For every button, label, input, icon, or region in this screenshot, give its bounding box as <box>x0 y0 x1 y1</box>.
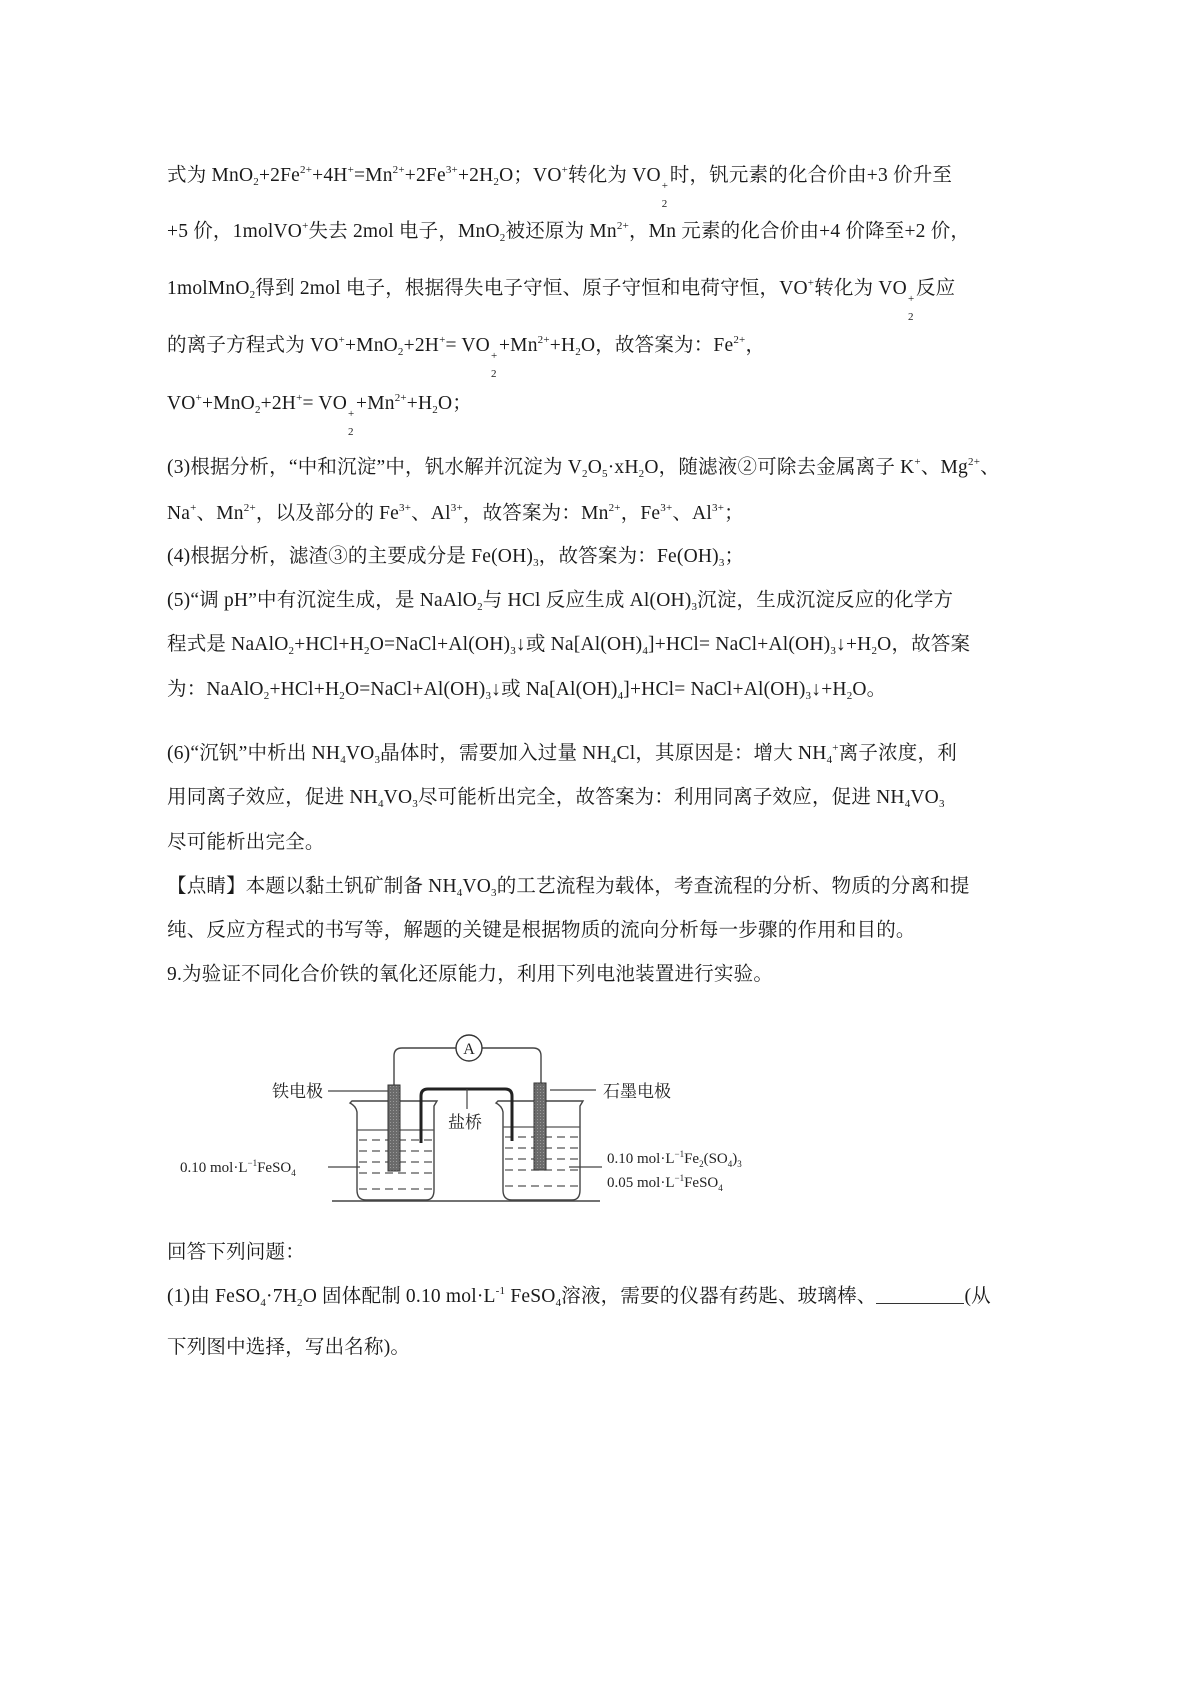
superscript: 2+ <box>968 456 981 468</box>
left-solution-label: 0.10 $mol\cdot L^{-1}FeSO_4$ <box>180 1158 296 1178</box>
ammeter-label: A <box>463 1041 475 1058</box>
superscript: + <box>348 408 355 420</box>
superscript: + <box>296 392 303 404</box>
text-run: +2Fe <box>404 165 446 186</box>
text-run: 用同离子效应，促进 NH <box>167 787 378 808</box>
subscript: 2 <box>477 601 483 613</box>
text-run: (3)根据分析，“中和沉淀”中，钒水解并沉淀为 V <box>167 457 583 478</box>
text-run: O=NaCl+Al(OH) <box>344 679 486 700</box>
superscript: 2+ <box>537 334 550 346</box>
text-run: 反应 <box>915 278 956 299</box>
subscript: 2 <box>846 690 853 702</box>
subscript: 3 <box>691 601 698 613</box>
text-run: FeSO <box>505 1286 556 1307</box>
text-run: +5 价，1molVO <box>167 221 303 242</box>
subscript: 2 <box>339 690 345 702</box>
text-run: 9.为验证不同化合价铁的氧化还原能力，利用下列电池装置进行实验。 <box>167 964 774 985</box>
subscript: 2 <box>263 690 270 702</box>
subscript: 2 <box>288 645 295 657</box>
text-run: 、Mg <box>920 457 969 478</box>
text-run: +Mn <box>356 393 395 414</box>
text-run: 沉淀，生成沉淀反应的化学方 <box>697 590 954 611</box>
subscript: 3 <box>412 798 418 810</box>
text-run: ↓+H <box>836 634 872 655</box>
text-run: 式为 MnO <box>167 165 254 186</box>
text-run: 失去 2mol 电子，MnO <box>308 221 500 242</box>
subscript: 3 <box>718 557 725 569</box>
subscript: 3 <box>485 690 492 702</box>
subscript: 2 <box>254 404 261 416</box>
subscript: 3 <box>533 557 539 569</box>
text-run: 转化为 VO <box>568 165 661 186</box>
text-run: 尽可能析出完全。 <box>167 832 325 853</box>
text-run: ， <box>745 335 766 356</box>
right-solution-label-fe2so43: 0.10 $mol\cdot L^{-1}Fe_2(SO_4)_3$ <box>607 1149 742 1169</box>
text-run: (5)“调 pH”中有沉淀生成，是 NaAlO <box>167 590 478 611</box>
text-run: Cl，其原因是：增大 NH <box>616 743 827 764</box>
text-run: +H <box>549 335 576 356</box>
superscript: 3+ <box>450 502 463 514</box>
text-run: =Mn <box>353 165 393 186</box>
superscript: 3+ <box>660 502 673 514</box>
superscript: + <box>195 392 202 404</box>
right-solution-label-feso4: 0.05 $mol\cdot L^{-1}FeSO_4$ <box>607 1173 723 1193</box>
subscript: 2 <box>432 404 438 416</box>
subscript: 3 <box>830 645 837 657</box>
subscript: 2 <box>296 1297 303 1309</box>
text-run: ]+HCl= NaCl+Al(OH) <box>648 634 831 655</box>
text-run: ，故答案为：Mn <box>462 503 609 524</box>
subscript: 4 <box>555 1297 562 1309</box>
superscript: + <box>661 180 669 192</box>
text-run: O <box>587 457 603 478</box>
text-run: +4H <box>312 165 348 186</box>
text-run: VO <box>167 393 196 414</box>
superscript: + <box>807 277 815 289</box>
text-run: +Mn <box>498 335 538 356</box>
text-run: ·7H <box>266 1286 297 1307</box>
text-run: ，以及部分的 Fe <box>255 503 400 524</box>
text-run: 与 HCl 反应生成 Al(OH) <box>482 590 692 611</box>
text-run: +HCl+H <box>269 679 340 700</box>
text-run: VO <box>345 743 375 764</box>
text-run: ，故答案为：Fe(OH) <box>538 546 719 567</box>
subscript: 2 <box>397 346 404 358</box>
subscript: 2 <box>575 346 581 358</box>
text-run: 1molMnO <box>167 278 250 299</box>
text-run: +H <box>406 393 433 414</box>
text-run: ]+HCl= NaCl+Al(OH) <box>623 679 806 700</box>
text-run: (1)由 FeSO <box>167 1286 261 1307</box>
text-run: 转化为 VO <box>814 278 907 299</box>
graphite-electrode-label: 石墨电极 <box>603 1082 671 1101</box>
superscript: -1 <box>495 1285 506 1297</box>
text-run: 离子浓度，利 <box>838 743 957 764</box>
text-run: 为：NaAlO <box>167 679 264 700</box>
text-run: 程式是 NaAlO <box>167 634 289 655</box>
superscript: 2+ <box>608 502 621 514</box>
superscript: 2+ <box>616 220 629 232</box>
text-run: 的离子方程式为 VO <box>167 335 339 356</box>
text-run: 、Mn <box>196 503 244 524</box>
superscript: + <box>490 350 498 362</box>
superscript: + <box>914 456 921 468</box>
subscript: 5 <box>602 468 608 480</box>
subscript: 3 <box>805 690 812 702</box>
text-run: 时，钒元素的化合价由+3 价升至 <box>669 165 953 186</box>
subscript: 2 <box>253 176 259 188</box>
text-run: +2H <box>260 393 297 414</box>
text-run: O，随滤液②可除去金属离子 K <box>644 457 915 478</box>
text-run: ↓或 Na[Al(OH) <box>491 679 618 700</box>
graphite-electrode <box>534 1083 546 1170</box>
salt-bridge-label: 盐桥 <box>448 1113 482 1132</box>
subscript: 4 <box>260 1297 267 1309</box>
text-run: 【点睛】本题以黏土钒矿制备 NH <box>167 876 457 897</box>
text-run: VO <box>383 787 413 808</box>
text-run: O。 <box>852 679 887 700</box>
text-run: (4)根据分析，滤渣③的主要成分是 Fe(OH) <box>167 546 534 567</box>
iron-electrode <box>388 1085 400 1171</box>
text-run: = VO <box>445 335 490 356</box>
text-run: ↓或 Na[Al(OH) <box>515 634 643 655</box>
text-run: (6)“沉钒”中析出 NH <box>167 743 341 764</box>
superscript: 3+ <box>712 502 725 514</box>
text-run: O；VO <box>499 165 562 186</box>
subscript: 4 <box>826 754 833 766</box>
subscript: 2 <box>493 176 500 188</box>
subscript: 4 <box>456 887 463 899</box>
subscript: 4 <box>904 798 911 810</box>
superscript: + <box>347 164 354 176</box>
subscript: 3 <box>938 798 945 810</box>
subscript: 2 <box>490 368 497 380</box>
text-run: ↓+H <box>811 679 847 700</box>
subscript: 4 <box>617 690 624 702</box>
subscript: 4 <box>377 798 384 810</box>
superscript: 2+ <box>392 164 405 176</box>
subscript: 4 <box>610 754 617 766</box>
text-run: ，Fe <box>620 503 661 524</box>
text-run: ； <box>724 503 744 524</box>
subscript: 2 <box>638 468 645 480</box>
superscript: + <box>190 502 197 514</box>
text-run: O，故答案 <box>877 634 971 655</box>
text-run: VO <box>910 787 939 808</box>
superscript: + <box>907 293 915 305</box>
text-run: ·xH <box>607 457 639 478</box>
superscript: + <box>338 334 345 346</box>
text-run: 的工艺流程为载体，考查流程的分析、物质的分离和提 <box>496 876 970 897</box>
subscript: 2 <box>661 198 668 210</box>
text-run: O，故答案为：Fe <box>580 335 734 356</box>
text-run: 被还原为 Mn <box>505 221 617 242</box>
superscript: + <box>439 334 446 346</box>
subscript: 2 <box>499 232 506 244</box>
text-run: Na <box>167 503 191 524</box>
superscript: + <box>561 164 569 176</box>
superscript: 2+ <box>243 502 256 514</box>
subscript: 3 <box>374 754 381 766</box>
text-run: 晶体时，需要加入过量 NH <box>380 743 611 764</box>
text-run: 、 <box>980 457 1000 478</box>
text-run: O=NaCl+Al(OH) <box>369 634 511 655</box>
text-run: 、Al <box>411 503 451 524</box>
iron-electrode-label: 铁电极 <box>272 1082 323 1101</box>
text-run: O； <box>437 393 472 414</box>
text-run: 得到 2mol 电子，根据得失电子守恒、原子守恒和电荷守恒，VO <box>255 278 808 299</box>
superscript: 3+ <box>445 164 458 176</box>
text-run: +MnO <box>201 393 255 414</box>
text-run: 下列图中选择，写出名称)。 <box>167 1337 411 1358</box>
text-run: +2Fe <box>258 165 301 186</box>
text-run: +HCl+H <box>294 634 364 655</box>
subscript: 4 <box>340 754 346 766</box>
text-run: +2H <box>457 165 494 186</box>
subscript: 4 <box>642 645 649 657</box>
subscript: 3 <box>510 645 516 657</box>
text-run: 溶液，需要的仪器有药匙、玻璃棒、 <box>561 1286 877 1307</box>
superscript: + <box>832 742 839 754</box>
text-run: +MnO <box>344 335 398 356</box>
text-run: ，Mn 元素的化合价由+4 价降至+2 价， <box>628 221 971 242</box>
subscript: 2 <box>871 645 878 657</box>
subscript: 2 <box>364 645 370 657</box>
subscript: 3 <box>491 887 497 899</box>
superscript: 2+ <box>394 392 407 404</box>
subscript: 2 <box>582 468 588 480</box>
ammeter-icon <box>456 1035 482 1061</box>
text-run: ； <box>724 546 745 567</box>
superscript: 2+ <box>300 164 313 176</box>
superscript: 3+ <box>399 502 412 514</box>
subscript: 2 <box>907 311 914 323</box>
text-run: = VO <box>302 393 347 414</box>
subscript: 2 <box>249 289 256 301</box>
text-run: +2H <box>403 335 440 356</box>
text-run: 纯、反应方程式的书写等，解题的关键是根据物质的流向分析每一步骤的作用和目的。 <box>167 920 916 941</box>
superscript: 2+ <box>733 334 746 346</box>
text-run: 尽可能析出完全，故答案为：利用同离子效应，促进 NH <box>417 787 905 808</box>
text-run: VO <box>462 876 492 897</box>
text-run: 、Al <box>672 503 713 524</box>
text-run: (从 <box>964 1286 991 1307</box>
text-run: O 固体配制 0.10 mol·L <box>302 1286 496 1307</box>
text-run: 回答下列问题： <box>167 1242 305 1263</box>
subscript: 2 <box>348 426 354 438</box>
superscript: + <box>302 220 309 232</box>
